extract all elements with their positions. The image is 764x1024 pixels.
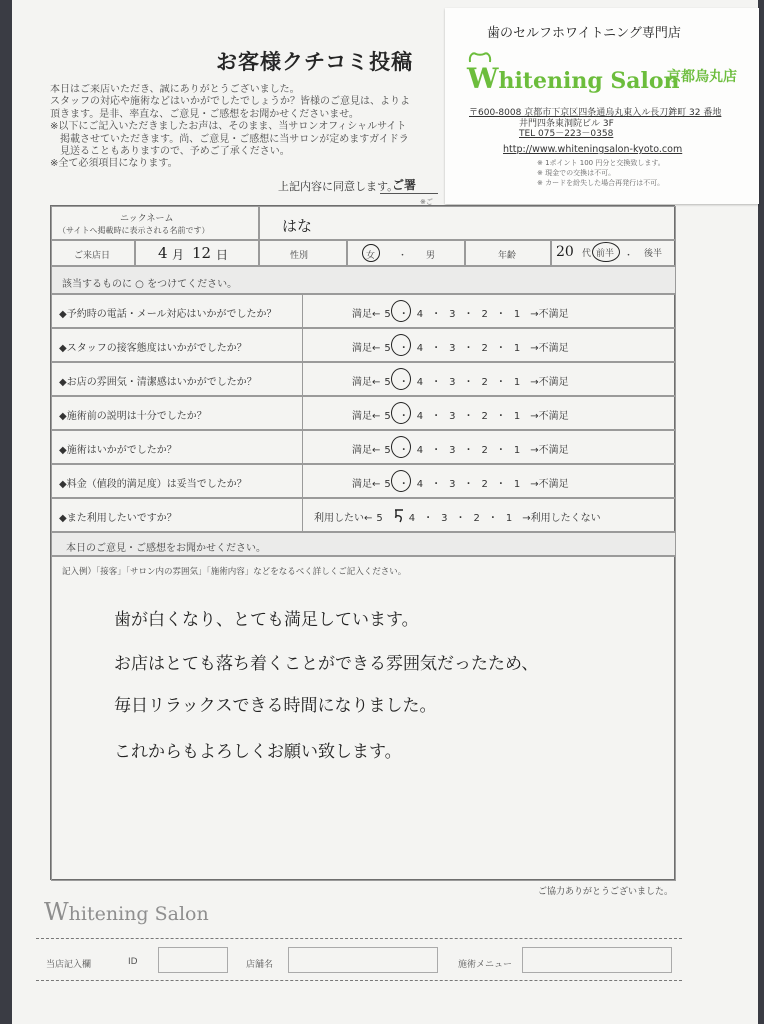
rating-scale[interactable] <box>352 441 569 456</box>
date-field[interactable] <box>135 240 259 266</box>
separator: ・ <box>463 479 474 490</box>
date-month-unit: 月 <box>172 248 185 262</box>
selected-circle <box>391 334 411 356</box>
comment-header <box>51 532 676 556</box>
logo-text: hitening Salon <box>68 903 209 925</box>
date-day: 12 <box>192 244 212 262</box>
score-3[interactable]: 3 <box>449 445 456 456</box>
age-field[interactable] <box>551 240 676 266</box>
question-text: ◆また利用したいですか？ <box>59 513 177 524</box>
separator: ・ <box>487 513 498 524</box>
thanks-text: ご協力ありがとうございました。 <box>538 887 674 897</box>
comment-label: 本日のご意見・ご感想をお聞かせください。 <box>66 543 266 554</box>
rating-row <box>51 362 676 396</box>
score-2[interactable]: 2 <box>481 343 488 354</box>
score-1[interactable]: 1 <box>513 479 521 490</box>
signature-line <box>380 193 438 194</box>
score-1[interactable]: 1 <box>513 445 521 456</box>
score-1[interactable]: 1 <box>513 343 521 354</box>
footer-logo <box>44 898 209 926</box>
separator: ・ <box>431 411 442 422</box>
score-4[interactable]: 4 <box>416 309 424 320</box>
cut-line <box>36 980 682 981</box>
score-3[interactable]: 3 <box>449 377 456 388</box>
rating-row <box>51 396 676 430</box>
score-5[interactable]: 5 <box>384 479 391 490</box>
selected-circle <box>391 436 411 458</box>
separator: ・ <box>398 251 408 261</box>
logo-letter: W <box>44 898 69 926</box>
separator: ・ <box>398 343 409 354</box>
intro-text <box>50 84 445 171</box>
scale-left: 満足← <box>352 343 381 354</box>
instruction-text: 該当するものに ○ をつけてください。 <box>62 279 238 290</box>
separator: ・ <box>398 411 409 422</box>
comment-example: 記入例）「接客」「サロン内の雰囲気」「施術内容」などをなるべく詳しくご記入ください。 <box>62 567 407 577</box>
rating-scale[interactable] <box>314 509 601 524</box>
scale-right: →利用したくない <box>522 513 601 524</box>
address-line: 井門四条東洞院ビル 3F <box>519 118 614 129</box>
rating-row <box>51 464 676 498</box>
nickname-value: はな <box>282 217 313 235</box>
separator: ・ <box>495 309 506 320</box>
date-label-cell <box>51 240 135 266</box>
shop-label: 店舗名 <box>246 960 274 970</box>
rating-scale[interactable] <box>352 475 569 490</box>
score-5[interactable]: 5 <box>384 377 391 388</box>
separator: ・ <box>463 377 474 388</box>
question-text: ◆お店の雰囲気・清潔感はいかがでしたか？ <box>59 377 257 388</box>
scale-left: 満足← <box>352 377 381 388</box>
score-4[interactable]: 4 <box>416 411 424 422</box>
rating-row <box>51 294 676 328</box>
score-2[interactable]: 2 <box>481 411 488 422</box>
separator: ・ <box>624 251 634 261</box>
separator: ・ <box>455 513 466 524</box>
selected-circle <box>391 300 411 322</box>
rating-scale[interactable] <box>352 339 569 354</box>
review-form <box>50 205 675 880</box>
score-1[interactable]: 1 <box>505 513 513 524</box>
rating-row <box>51 430 676 464</box>
scale-right: →不満足 <box>530 479 569 490</box>
check-mark-icon <box>392 508 406 524</box>
card-note: ※ カードを紛失した場合再発行は不可。 <box>537 179 665 187</box>
nickname-sublabel: （サイトへ掲載時に表示される名前です） <box>58 226 210 235</box>
score-2[interactable]: 2 <box>481 445 488 456</box>
intro-line: ※全て必須項目になります。 <box>50 158 178 170</box>
date-label: ご来店日 <box>74 251 111 261</box>
intro-line: 掲載させていただきます。尚、ご意見・ご感想に当サロンが定めますガイドラ <box>60 133 409 145</box>
separator: ・ <box>463 445 474 456</box>
comment-line: お店はとても落ち着くことができる雰囲気だったため、 <box>114 654 539 674</box>
score-1[interactable]: 1 <box>513 411 521 422</box>
separator: ・ <box>463 343 474 354</box>
scale-right: →不満足 <box>530 309 569 320</box>
signature-label: ご署 <box>392 178 417 192</box>
age-label: 年齢 <box>498 251 517 261</box>
gender-field[interactable] <box>347 240 465 266</box>
card-notes <box>537 158 665 188</box>
separator: ・ <box>431 377 442 388</box>
selected-circle <box>391 368 411 390</box>
staff-label: 当店記入欄 <box>46 960 92 970</box>
comment-line: 歯が白くなり、とても満足しています。 <box>114 610 419 630</box>
scale-right: →不満足 <box>530 377 569 388</box>
separator: ・ <box>431 309 442 320</box>
separator: ・ <box>431 445 442 456</box>
page-title: お客様クチコミ投稿 <box>216 50 414 74</box>
logo-letter: W <box>467 62 499 95</box>
separator: ・ <box>390 513 401 524</box>
score-3[interactable]: 3 <box>449 309 456 320</box>
age-unit: 代 <box>582 249 592 259</box>
question-text: ◆料金（値段的満足度）は妥当でしたか？ <box>59 479 247 490</box>
date-day-unit: 日 <box>216 248 229 262</box>
nickname-label-cell <box>51 206 259 240</box>
card-logo <box>467 62 680 95</box>
score-3[interactable]: 3 <box>449 343 456 354</box>
card-url: http://www.whiteningsalon-kyoto.com <box>503 144 683 155</box>
score-4[interactable]: 4 <box>416 479 424 490</box>
score-5[interactable]: 5 <box>384 309 391 320</box>
age-value: 20 <box>556 244 574 260</box>
question-text: ◆スタッフの接客態度はいかがでしたか？ <box>59 343 247 354</box>
question-text: ◆施術前の説明は十分でしたか？ <box>59 411 207 422</box>
separator: ・ <box>431 479 442 490</box>
scale-left: 満足← <box>352 445 381 456</box>
logo-text: hitening Salon <box>498 68 680 94</box>
scale-left: 満足← <box>352 309 381 320</box>
age-first-half: 前半 <box>596 249 615 259</box>
gender-female: 女 <box>366 251 376 261</box>
selected-circle <box>391 470 411 492</box>
shop-field[interactable] <box>288 947 438 973</box>
date-month: 4 <box>158 244 168 262</box>
score-1[interactable]: 1 <box>513 309 521 320</box>
rating-scale[interactable] <box>352 373 569 388</box>
card-branch: 京都烏丸店 <box>667 69 737 85</box>
signature-note: ※ご <box>420 198 433 206</box>
rating-scale[interactable] <box>352 305 569 320</box>
score-2[interactable]: 2 <box>481 309 488 320</box>
intro-line: 見送ることもありますので、予めご了承ください。 <box>60 146 290 158</box>
separator: ・ <box>398 377 409 388</box>
agree-text: 上記内容に同意します。 <box>278 180 399 193</box>
scale-left: 利用したい← <box>314 513 373 524</box>
menu-field[interactable] <box>522 947 672 973</box>
nickname-label: ニックネーム <box>120 214 174 224</box>
nickname-field[interactable] <box>259 206 676 240</box>
score-2[interactable]: 2 <box>481 377 488 388</box>
score-4[interactable]: 4 <box>408 513 416 524</box>
score-4[interactable]: 4 <box>416 377 424 388</box>
scale-left: 満足← <box>352 479 381 490</box>
scale-left: 満足← <box>352 411 381 422</box>
score-3[interactable]: 3 <box>441 513 448 524</box>
selected-circle <box>391 402 411 424</box>
rating-row <box>51 328 676 362</box>
rating-row <box>51 498 676 532</box>
card-note: ※ 現金での交換は不可。 <box>537 169 616 177</box>
scale-right: →不満足 <box>530 343 569 354</box>
separator: ・ <box>495 445 506 456</box>
score-3[interactable]: 3 <box>449 411 456 422</box>
score-4[interactable]: 4 <box>416 343 424 354</box>
score-2[interactable]: 2 <box>481 479 488 490</box>
score-5[interactable]: 5 <box>384 411 391 422</box>
separator: ・ <box>398 479 409 490</box>
address-line: 〒600-8008 京都市下京区四条通烏丸東入ル長刀鉾町 32 番地 <box>469 108 722 118</box>
id-label: ID <box>128 957 138 967</box>
scale-right: →不満足 <box>530 411 569 422</box>
intro-line: ※以下にご記入いただきましたお声は、そのまま、当サロンオフィシャルサイト <box>50 121 407 133</box>
score-1[interactable]: 1 <box>513 377 521 388</box>
question-text: ◆予約時の電話・メール対応はいかがでしたか？ <box>59 309 277 320</box>
separator: ・ <box>463 309 474 320</box>
gender-label-cell <box>259 240 347 266</box>
age-label-cell <box>465 240 551 266</box>
comment-line: これからもよろしくお願い致します。 <box>114 742 402 762</box>
instruction-row <box>51 266 676 294</box>
gender-label: 性別 <box>290 251 309 261</box>
rating-scale[interactable] <box>352 407 569 422</box>
comment-line: 毎日リラックスできる時間になりました。 <box>114 696 437 716</box>
score-5[interactable]: 5 <box>384 343 391 354</box>
card-tel: TEL 075－223－0358 <box>519 129 614 139</box>
separator: ・ <box>495 343 506 354</box>
cut-line <box>36 938 682 939</box>
intro-line: 頂きます。是非、率直な、ご意見・ご感想をお聞かせくださいませ。 <box>50 108 359 120</box>
intro-line: 本日はご来店いただき、誠にありがとうございました。 <box>50 84 300 95</box>
separator: ・ <box>463 411 474 422</box>
tooth-icon <box>467 50 493 64</box>
separator: ・ <box>431 343 442 354</box>
question-text: ◆施術はいかがでしたか？ <box>59 445 177 456</box>
score-5[interactable]: 5 <box>376 513 383 524</box>
separator: ・ <box>495 411 506 422</box>
id-field[interactable] <box>158 947 228 973</box>
scale-right: →不満足 <box>530 445 569 456</box>
intro-line: スタッフの対応や施術などはいかがでしたでしょうか？皆様のご意見は、よりよ <box>50 96 410 108</box>
score-4[interactable]: 4 <box>416 445 424 456</box>
separator: ・ <box>495 377 506 388</box>
separator: ・ <box>398 309 409 320</box>
age-second-half: 後半 <box>644 249 663 259</box>
card-note: ※ 1ポイント 100 円分と交換致します。 <box>537 159 665 167</box>
score-3[interactable]: 3 <box>449 479 456 490</box>
comment-area[interactable] <box>51 556 676 881</box>
card-address <box>469 108 721 140</box>
gender-male: 男 <box>426 251 436 261</box>
separator: ・ <box>423 513 434 524</box>
score-2[interactable]: 2 <box>473 513 480 524</box>
score-5[interactable]: 5 <box>384 445 391 456</box>
separator: ・ <box>495 479 506 490</box>
separator: ・ <box>398 445 409 456</box>
point-card <box>445 8 759 204</box>
menu-label: 施術メニュー <box>458 960 513 970</box>
card-tagline: 歯のセルフホワイトニング専門店 <box>487 26 681 41</box>
